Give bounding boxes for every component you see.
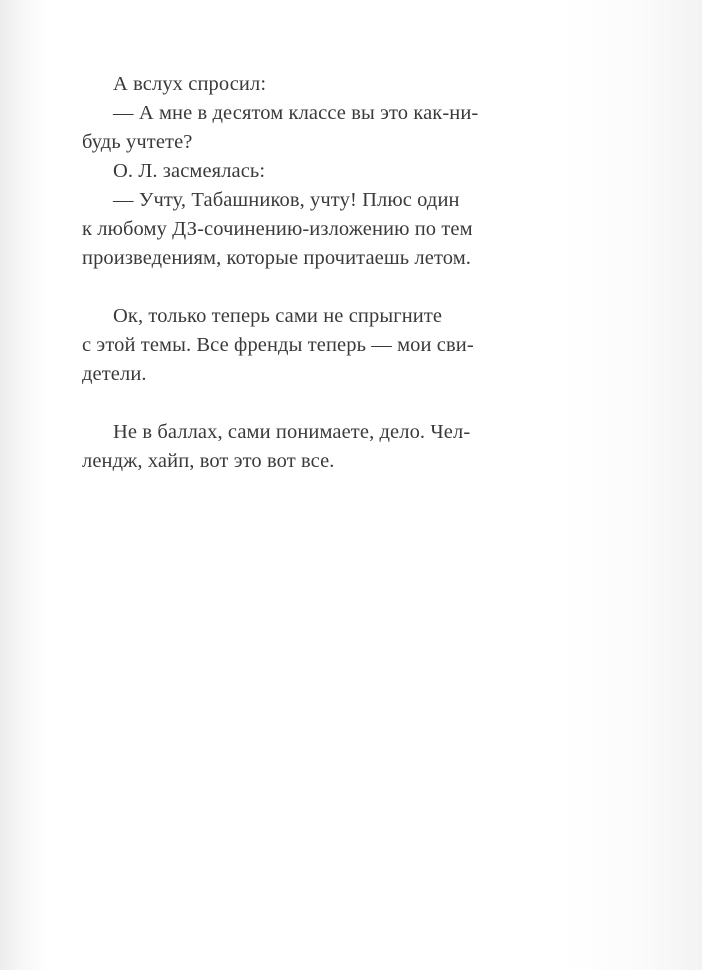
text-line: Не в баллах, сами понимаете, дело. Чел- xyxy=(113,421,471,443)
text-line: будь учтете? xyxy=(82,131,193,153)
text-line: Ок, только теперь сами не спрыгните xyxy=(113,305,443,327)
text-line: произведениям, которые прочитаешь летом. xyxy=(82,247,471,269)
text-line: — Учту, Табашников, учту! Плюс один xyxy=(113,189,460,211)
text-line: к любому ДЗ-сочинению-изложению по тем xyxy=(82,218,473,240)
paragraph-gap xyxy=(82,389,514,418)
page-text xyxy=(82,70,514,476)
text-line: с этой темы. Все френды теперь — мои сви- xyxy=(82,334,474,356)
text-line: — А мне в десятом классе вы это как-ни- xyxy=(113,102,479,124)
text-line: О. Л. засмеялась: xyxy=(113,160,266,182)
text-line: детели. xyxy=(82,363,147,385)
text-line: А вслух спросил: xyxy=(113,73,267,95)
paragraph-gap xyxy=(82,273,514,302)
text-line: лендж, хайп, вот это вот все. xyxy=(82,450,335,472)
